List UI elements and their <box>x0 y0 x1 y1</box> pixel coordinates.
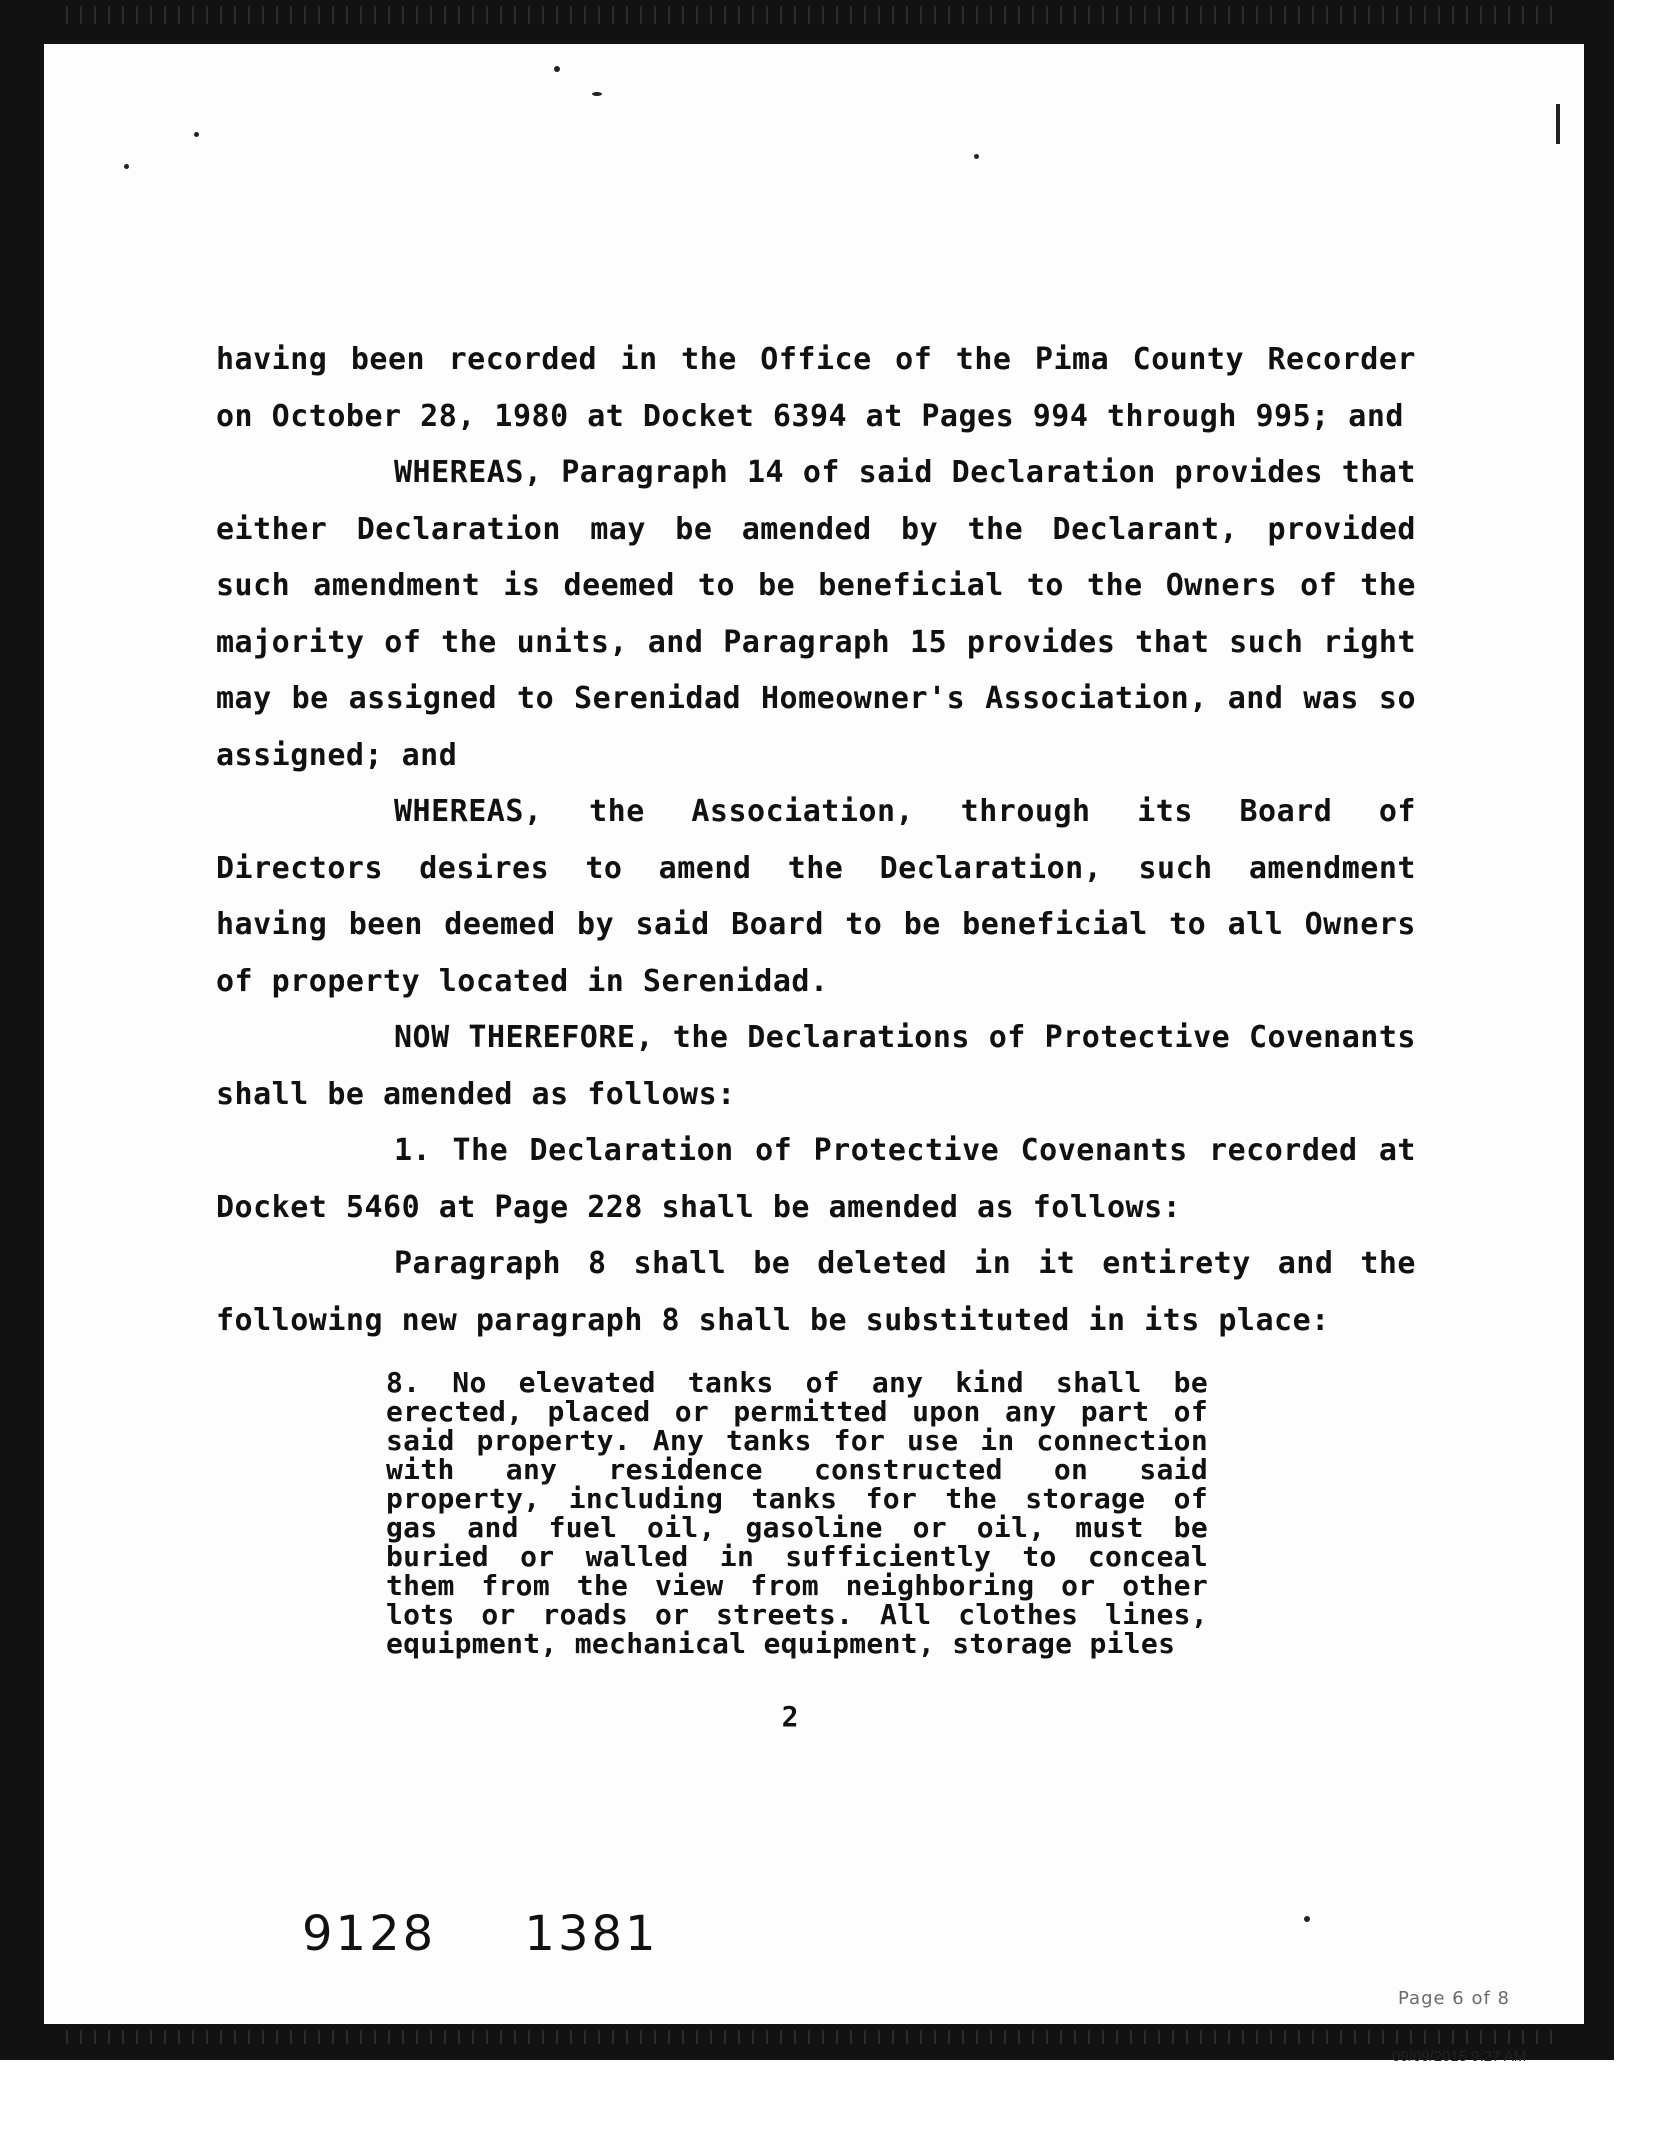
scan-speck <box>194 132 199 137</box>
new-paragraph-8: 8. No elevated tanks of any kind shall be erected, placed or permitted upon any part of said property. Any tanks for use in connection with any residence constructed on said property, including tanks for the storage of gas and fuel oil, gasoline or oil, must be buried or walled in sufficiently to conceal them from the view from neighboring or other lots or roads or streets. All clothes lines, equipment, mechanical equipment, storage piles <box>386 1366 1208 1660</box>
scan-speck <box>1556 104 1560 144</box>
paragraph-8-deletion: Paragraph 8 shall be deleted in it entirety and the following new paragraph 8 shall be substituted in its place: <box>216 1246 1416 1338</box>
scan-noise-top <box>60 6 1560 24</box>
recording-paragraph: having been recorded in the Office of the Pima County Recorder on October 28, 1980 at Docket 6394 at Pages 994 through 995; and <box>216 342 1416 434</box>
scan-speck <box>592 92 602 96</box>
document-body <box>216 332 1416 1349</box>
print-timestamp: 09/09/2015 9:27 AM <box>1392 2048 1527 2065</box>
scan-speck <box>1304 1916 1310 1922</box>
docket-stamp <box>302 1906 659 1962</box>
scan-noise-bottom <box>60 2030 1560 2044</box>
whereas-paragraph-14: WHEREAS, Paragraph 14 of said Declaration provides that either Declaration may be amended by the Declarant, provided such amendment is deemed to be beneficial to the Owners of the majority of the units, and Paragraph 15 provides that such right may be assigned to Serenidad Homeowner's Association, and was so assigned; and <box>216 455 1416 773</box>
page-of-label: Page 6 of 8 <box>1398 1988 1510 2009</box>
scan-speck <box>124 164 129 169</box>
docket-number: 9128 <box>302 1906 437 1962</box>
docket-page-number: 1381 <box>524 1906 659 1962</box>
page-number: 2 <box>781 1700 799 1733</box>
scan-speck <box>554 66 560 72</box>
amendment-item-1: 1. The Declaration of Protective Covenants recorded at Docket 5460 at Page 228 shall be amended as follows: <box>216 1133 1416 1225</box>
whereas-association-paragraph: WHEREAS, the Association, through its Board of Directors desires to amend the Declaration, such amendment having been deemed by said Board to be beneficial to all Owners of property located in Serenidad. <box>216 794 1416 999</box>
scan-speck <box>974 154 979 159</box>
now-therefore-paragraph: NOW THEREFORE, the Declarations of Protective Covenants shall be amended as follows: <box>216 1020 1416 1112</box>
